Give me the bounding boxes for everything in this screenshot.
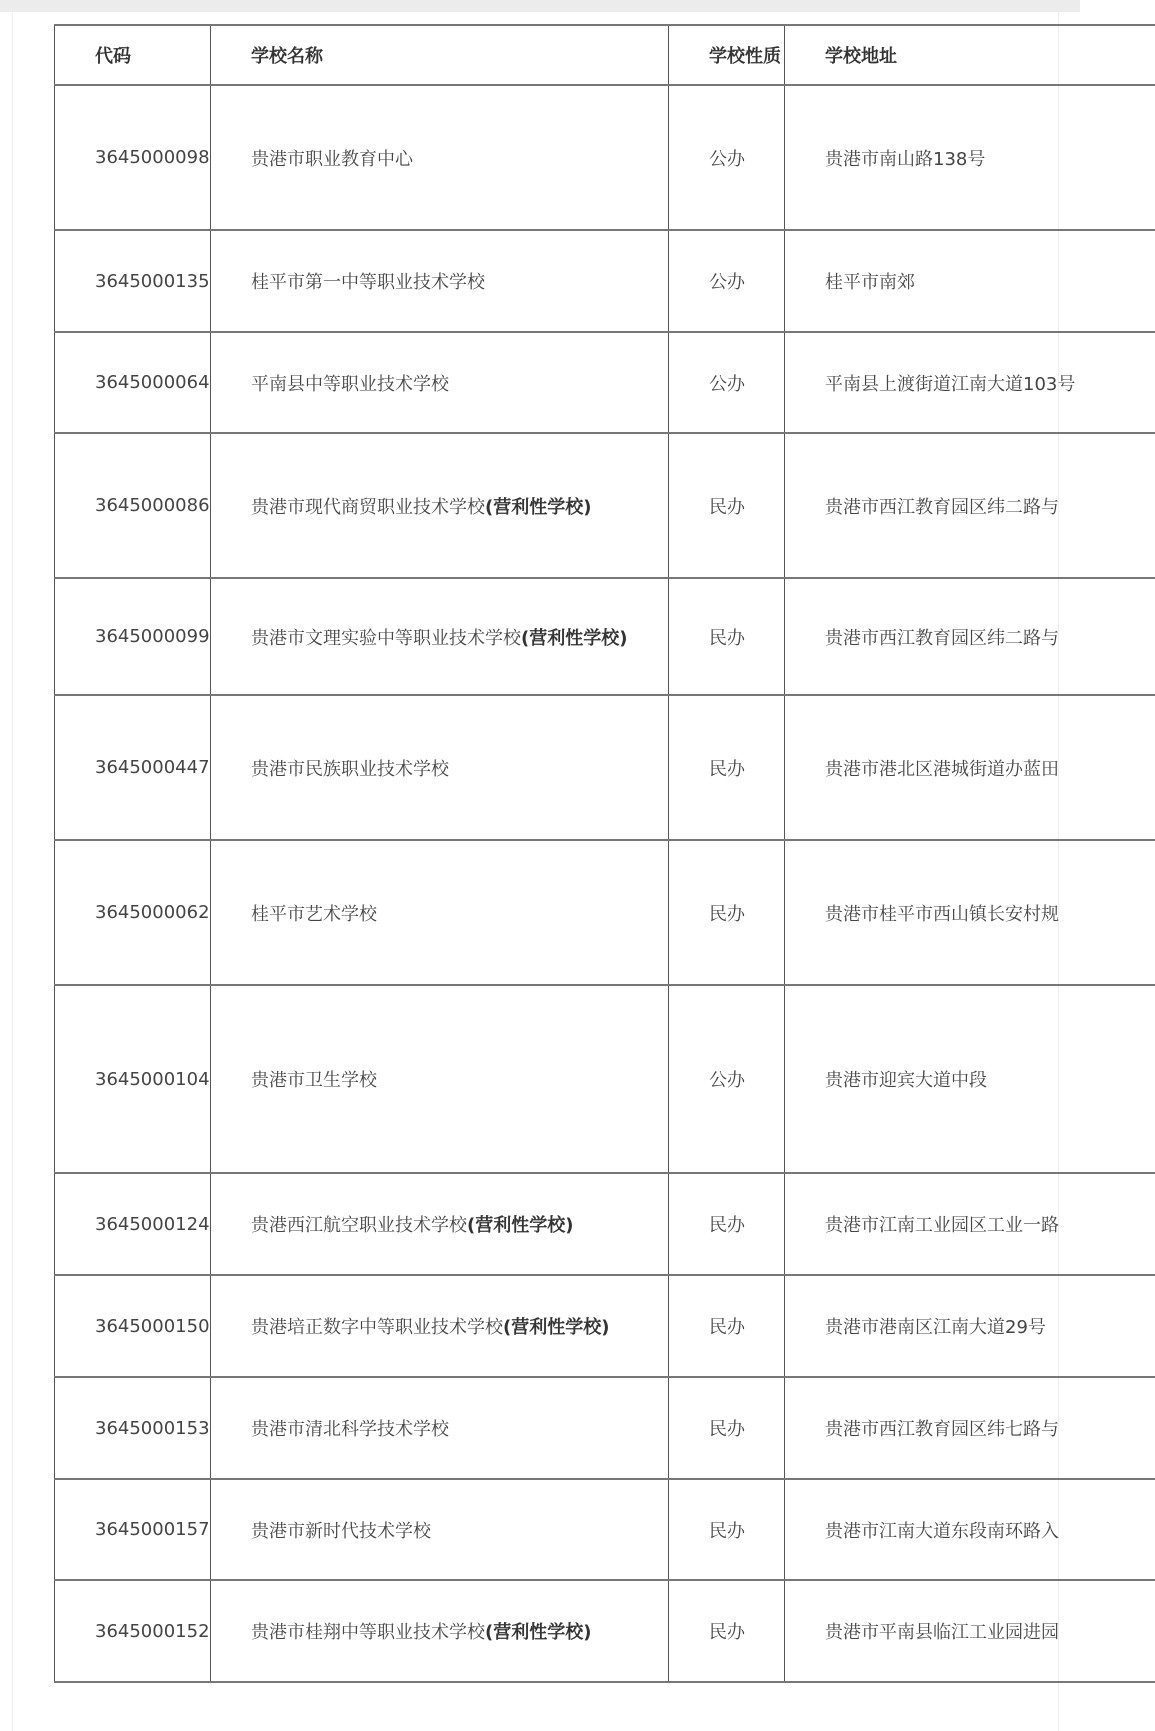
for-profit-label: (营利性学校)	[521, 627, 628, 649]
cell-name-text: 贵港市文理实验中等职业技术学校	[251, 627, 521, 649]
cell-type-text: 民办	[709, 758, 745, 780]
cell-address-text: 贵港市江南大道东段南环路入	[825, 1520, 1059, 1542]
cell-code-text: 3645000152	[95, 1620, 210, 1642]
cell-type	[669, 1173, 785, 1275]
cell-name	[211, 840, 669, 985]
table-row	[55, 578, 1155, 695]
header-code: 代码	[55, 25, 211, 85]
cell-type-text: 民办	[709, 496, 745, 518]
cell-type-text: 公办	[709, 272, 745, 293]
cell-type-text: 民办	[709, 1622, 745, 1643]
cell-type	[669, 695, 785, 840]
cell-name-text: 贵港市清北科学技术学校	[251, 1419, 449, 1440]
cell-name	[211, 1377, 669, 1479]
header-name: 学校名称	[211, 25, 669, 85]
cell-type-text: 民办	[709, 903, 745, 925]
table-row	[55, 1580, 1155, 1682]
cell-address	[785, 332, 1155, 433]
cell-type-text: 民办	[709, 627, 745, 649]
cell-type-text: 公办	[709, 148, 745, 170]
cell-type-text: 民办	[709, 1317, 745, 1338]
cell-name	[211, 433, 669, 578]
cell-name	[211, 85, 669, 230]
table-row	[55, 985, 1155, 1173]
cell-code	[55, 332, 211, 433]
cell-code-text: 3645000062	[95, 902, 210, 923]
cell-type	[669, 840, 785, 985]
cell-type	[669, 985, 785, 1173]
header-type: 学校性质	[669, 25, 785, 85]
cell-address	[785, 1275, 1155, 1377]
school-table	[54, 24, 1155, 1683]
cell-code-text: 3645000099	[95, 626, 210, 647]
school-table-container[interactable]	[54, 24, 1076, 1683]
table-row	[55, 840, 1155, 985]
cell-type-text: 公办	[709, 373, 745, 395]
cell-code	[55, 1580, 211, 1682]
cell-address-text: 贵港市港南区江南大道29号	[825, 1317, 1046, 1338]
cell-type-text: 民办	[709, 1419, 745, 1440]
cell-address-text: 贵港市江南工业园区工业一路	[825, 1215, 1059, 1236]
cell-name-text: 桂平市艺术学校	[251, 903, 377, 925]
cell-code-text: 3645000064	[95, 372, 210, 393]
cell-address-text: 贵港市港北区港城街道办蓝田	[825, 758, 1059, 780]
table-row	[55, 1275, 1155, 1377]
cell-code-text: 3645000157	[95, 1519, 210, 1540]
cell-type-text: 公办	[709, 1070, 745, 1091]
cell-code	[55, 433, 211, 578]
cell-name-text: 贵港培正数字中等职业技术学校	[251, 1317, 503, 1338]
cell-name-text: 贵港市民族职业技术学校	[251, 758, 449, 780]
cell-address	[785, 1377, 1155, 1479]
cell-type	[669, 1275, 785, 1377]
cell-code	[55, 695, 211, 840]
cell-address	[785, 85, 1155, 230]
cell-type	[669, 578, 785, 695]
for-profit-label: (营利性学校)	[485, 1622, 592, 1643]
cell-address	[785, 1479, 1155, 1580]
cell-address-text: 贵港市迎宾大道中段	[825, 1070, 987, 1091]
cell-name	[211, 1479, 669, 1580]
cell-code	[55, 85, 211, 230]
cell-name	[211, 1173, 669, 1275]
table-row	[55, 1377, 1155, 1479]
cell-address-text: 贵港市平南县临江工业园进园	[825, 1622, 1059, 1643]
cell-code	[55, 1275, 211, 1377]
cell-code-text: 3645000135	[95, 270, 210, 292]
cell-type	[669, 433, 785, 578]
cell-type	[669, 1479, 785, 1580]
table-row	[55, 695, 1155, 840]
cell-address-text: 贵港市西江教育园区纬七路与	[825, 1419, 1059, 1440]
cell-code-text: 3645000098	[95, 147, 210, 168]
cell-code	[55, 1479, 211, 1580]
cell-address-text: 桂平市南郊	[825, 272, 915, 293]
cell-code	[55, 1173, 211, 1275]
cell-name	[211, 695, 669, 840]
cell-name	[211, 985, 669, 1173]
cell-type	[669, 230, 785, 332]
cell-type	[669, 1580, 785, 1682]
cell-name-text: 贵港市职业教育中心	[251, 148, 413, 170]
cell-address	[785, 840, 1155, 985]
for-profit-label: (营利性学校)	[503, 1317, 610, 1338]
cell-code-text: 3645000447	[95, 757, 210, 778]
cell-name	[211, 332, 669, 433]
cell-name-text: 贵港西江航空职业技术学校	[251, 1215, 467, 1236]
cell-code	[55, 840, 211, 985]
cell-type-text: 民办	[709, 1215, 745, 1236]
cell-address	[785, 230, 1155, 332]
cell-code	[55, 1377, 211, 1479]
table-row	[55, 332, 1155, 433]
table-row	[55, 85, 1155, 230]
cell-code-text: 3645000124	[95, 1213, 210, 1235]
cell-name-text: 桂平市第一中等职业技术学校	[251, 272, 485, 293]
cell-code-text: 3645000153	[95, 1417, 210, 1439]
table-row	[55, 1479, 1155, 1580]
cell-name	[211, 578, 669, 695]
cell-code	[55, 985, 211, 1173]
cell-name	[211, 1580, 669, 1682]
cell-address	[785, 433, 1155, 578]
cell-address-text: 贵港市西江教育园区纬二路与	[825, 627, 1059, 649]
for-profit-label: (营利性学校)	[467, 1215, 574, 1236]
cell-address	[785, 1173, 1155, 1275]
cell-code-text: 3645000150	[95, 1315, 210, 1337]
cell-code-text: 3645000086	[95, 495, 210, 516]
cell-name	[211, 1275, 669, 1377]
cell-type-text: 民办	[709, 1520, 745, 1542]
cell-address	[785, 985, 1155, 1173]
cell-address	[785, 578, 1155, 695]
cell-code	[55, 230, 211, 332]
cell-address-text: 贵港市西江教育园区纬二路与	[825, 496, 1059, 518]
table-row	[55, 1173, 1155, 1275]
cell-type	[669, 1377, 785, 1479]
table-row	[55, 433, 1155, 578]
cell-address	[785, 695, 1155, 840]
cell-address-text: 贵港市桂平市西山镇长安村规	[825, 903, 1059, 925]
cell-name-text: 贵港市现代商贸职业技术学校	[251, 496, 485, 518]
page-edge-left	[12, 12, 13, 1731]
cell-address-text: 贵港市南山路138号	[825, 148, 986, 170]
for-profit-label: (营利性学校)	[485, 496, 592, 518]
cell-code-text: 3645000104	[95, 1068, 210, 1090]
cell-name-text: 平南县中等职业技术学校	[251, 373, 449, 395]
table-row	[55, 230, 1155, 332]
top-band	[0, 0, 1080, 12]
header-address: 学校地址	[785, 25, 1155, 85]
cell-name-text: 贵港市桂翔中等职业技术学校	[251, 1622, 485, 1643]
cell-name-text: 贵港市新时代技术学校	[251, 1520, 431, 1542]
cell-name	[211, 230, 669, 332]
cell-code	[55, 578, 211, 695]
cell-type	[669, 85, 785, 230]
cell-address-text: 平南县上渡街道江南大道103号	[825, 373, 1076, 395]
table-header-row	[55, 25, 1155, 85]
cell-address	[785, 1580, 1155, 1682]
cell-type	[669, 332, 785, 433]
cell-name-text: 贵港市卫生学校	[251, 1070, 377, 1091]
